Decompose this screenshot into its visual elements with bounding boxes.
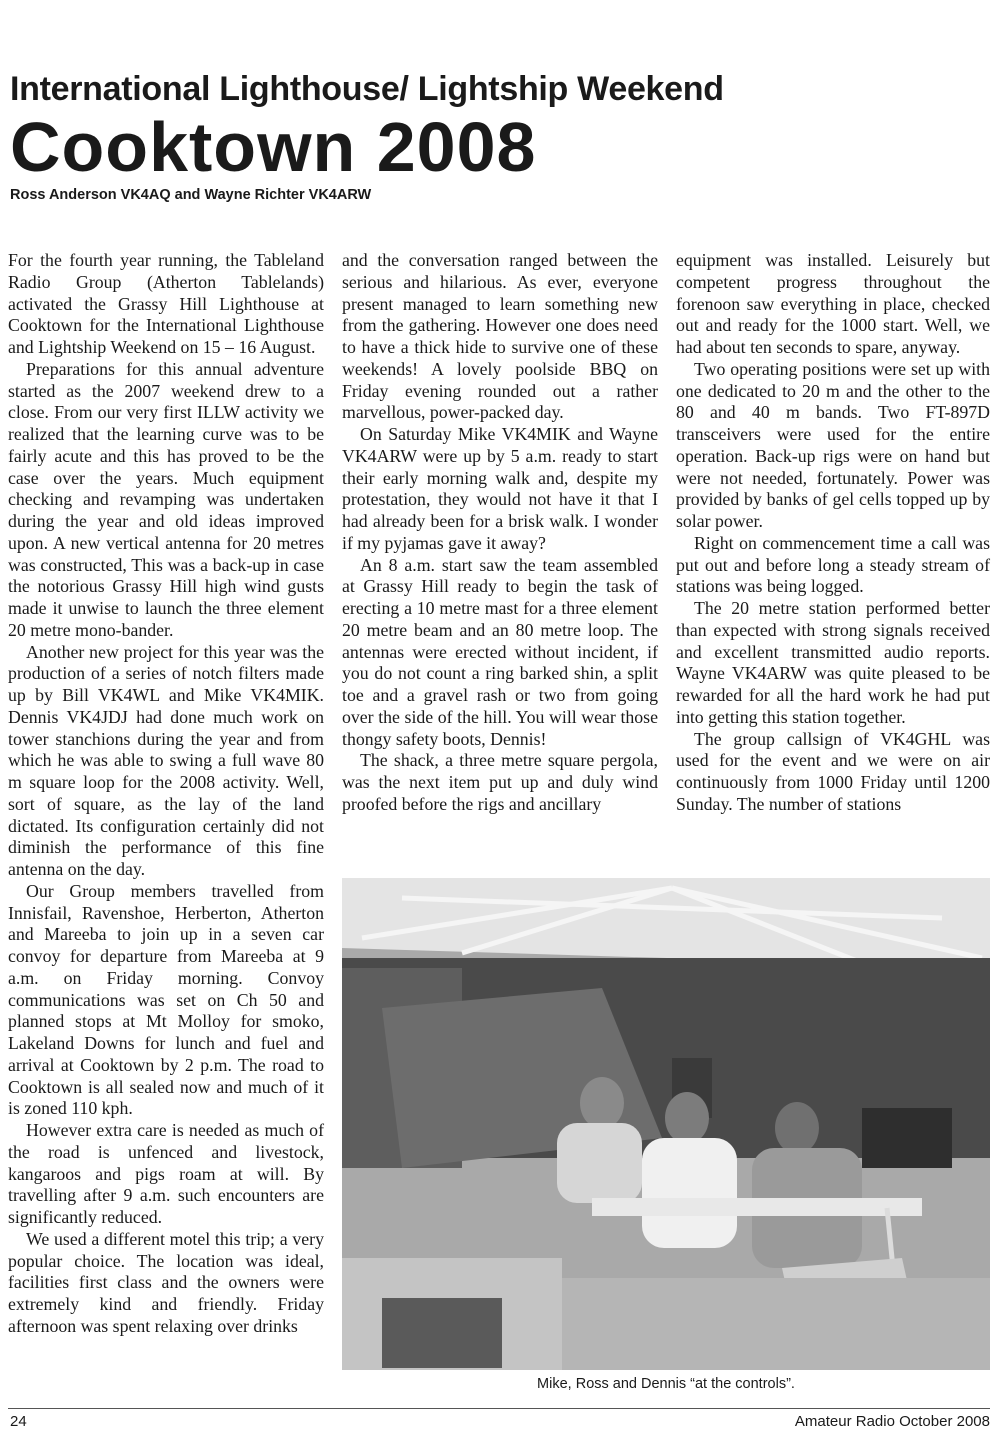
paragraph: Our Group members travelled from Innisfail, Ravenshoe, Herberton, Atherton and Mareeba to join up in a seven car convoy for departure from Mareeba at 9 a.m. on Friday morning. Convoy communications was set on Ch 50 and planned stops at Mt Molloy for smoko, Lakeland Downs for lunch and fuel and arrival at Cooktown by 2 p.m. The road to Cooktown is all sealed now and much of it is zoned 110 kph. bbox=[8, 880, 324, 1119]
paragraph: equipment was installed. Leisurely but competent progress throughout the forenoon saw everything in place, checked out and ready for the 1000 start. Well, we had about ten seconds to spare, anyway. bbox=[676, 250, 990, 357]
person-ross bbox=[642, 1138, 737, 1248]
paragraph: On Saturday Mike VK4MIK and Wayne VK4ARW were up by 5 a.m. ready to start their early morning walk and, despite my protestation, they would not have it that I had already been for a brisk walk. I wonder if my pyjamas gave it away? bbox=[342, 424, 658, 553]
article-title: Cooktown 2008 bbox=[10, 108, 537, 186]
article-byline: Ross Anderson VK4AQ and Wayne Richter VK4ARW bbox=[10, 187, 372, 203]
article-kicker: International Lighthouse/ Lightship Weekend bbox=[10, 70, 724, 108]
text-column-2 bbox=[342, 250, 658, 816]
paragraph: However extra care is needed as much of the road is unfenced and livestock, kangaroos and pigs roam at will. By travelling after 9 a.m. such encounters are significantly reduced. bbox=[8, 1120, 324, 1227]
footer-rule bbox=[8, 1408, 990, 1409]
paragraph: The 20 metre station performed better than expected with strong signals received and excellent transmitted audio reports. Wayne VK4ARW was quite pleased to be rewarded for all the hard work he had put into getting this station together. bbox=[676, 598, 990, 727]
paragraph: and the conversation ranged between the serious and hilarious. As ever, everyone present managed to learn something new from the gathering. However one does need to have a thick hide to survive one of these weekends! A lovely poolside BBQ on Friday evening rounded out a rather marvellous, power-packed day. bbox=[342, 250, 658, 423]
person-mike bbox=[557, 1123, 642, 1203]
cooler-box bbox=[382, 1298, 502, 1368]
photo-caption: Mike, Ross and Dennis “at the controls”. bbox=[537, 1376, 795, 1392]
text-column-3 bbox=[676, 250, 990, 816]
paragraph: Right on commencement time a call was put out and before long a steady stream of stations was being logged. bbox=[676, 532, 990, 597]
paragraph: For the fourth year running, the Tableland Radio Group (Atherton Tablelands) activated the Grassy Hill Lighthouse at Cooktown for the International Lighthouse and Lightship Weekend on 15 – 16 August. bbox=[8, 250, 324, 357]
paragraph: Another new project for this year was the production of a series of notch filters made up by Bill VK4WL and Mike VK4MIK. Dennis VK4JDJ had done much work on tower stanchions during the year and from which he was able to swing a full wave 80 m square loop for the 2008 activity. Well, sort of square, as the lay of the land dictated. Its configuration certainly did not diminish the performance of this fine antenna on the day. bbox=[8, 641, 324, 879]
page-number: 24 bbox=[10, 1413, 27, 1430]
transceiver bbox=[862, 1108, 952, 1168]
paragraph: We used a different motel this trip; a very popular choice. The location was ideal, facilities first class and the owners were extremely kind and friendly. Friday afternoon was spent relaxing over drinks bbox=[8, 1228, 324, 1336]
paragraph: An 8 a.m. start saw the team assembled at Grassy Hill ready to begin the task of erecting a 10 metre mast for a three element 20 metre beam and an 80 metre loop. The antennas were erected without incident, if you do not count a ring barked shin, a split toe and a gravel rash or two from going over the side of the hill. You will wear those thongy safety boots, Dennis! bbox=[342, 554, 658, 749]
publication-footer: Amateur Radio October 2008 bbox=[794, 1413, 990, 1430]
table bbox=[592, 1198, 922, 1216]
text-column-1 bbox=[8, 250, 324, 1338]
paragraph: Preparations for this annual adventure started as the 2007 weekend drew to a close. From our very first ILLW activity we realized that the learning curve was to be fairly acute and this has proved to be the case over the years. Much equipment checking and revamping was undertaken during the year and old ideas improved upon. A new vertical antenna for 20 metres was constructed, This was a back-up in case the notorious Grassy Hill high wind gusts made it unwise to launch the three element 20 metre mono-bander. bbox=[8, 358, 324, 640]
paragraph: The shack, a three metre square pergola, was the next item put up and duly wind proofed before the rigs and ancillary bbox=[342, 750, 658, 814]
operators-photo bbox=[342, 878, 990, 1370]
photo-illustration bbox=[342, 878, 990, 1370]
paragraph: The group callsign of VK4GHL was used for the event and we were on air continuously from 1000 Friday until 1200 Sunday. The number of stations bbox=[676, 728, 990, 814]
paragraph: Two operating positions were set up with one dedicated to 20 m and the other to the 80 and 40 m bands. Two FT-897D transceivers were used for the entire operation. Back-up rigs were on hand but were not needed, fortunately. Power was provided by banks of gel cells topped up by solar power. bbox=[676, 358, 990, 531]
